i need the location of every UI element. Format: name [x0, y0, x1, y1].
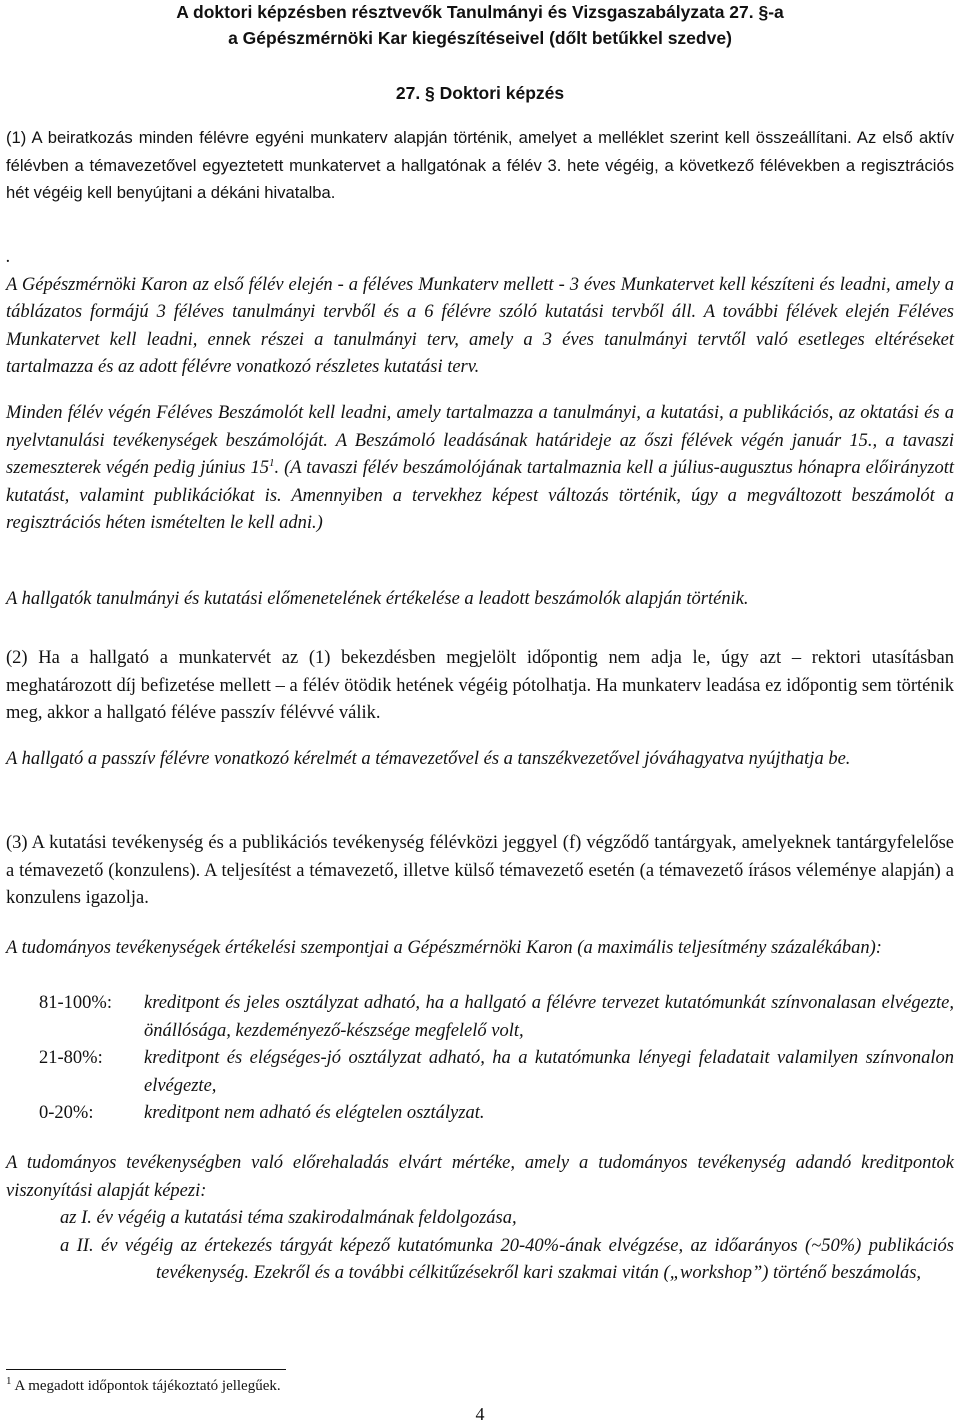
grade-text: kreditpont és elégséges-jó osztályzat adható, ha a kutatómunka lényegi feladatait valamilyen színvonalon elvégezte,: [144, 1048, 954, 1096]
grade-list: [6, 990, 954, 1128]
paragraph-3-text-a: Minden félév végén Féléves Beszámolót kell leadni, amely tartalmazza a tanulmányi, a kutatási, a publikációs, az oktatási és a nyelvtanulási tevékenységek beszámolóját. A Beszámoló leadásának határideje az őszi félévek végén január 15., a tavaszi szemeszterek végén pedig június 15: [6, 403, 954, 478]
document-page: [6, 0, 954, 1427]
paragraph-9: A tudományos tevékenységben való előrehaladás elvárt mértéke, amely a tudományos tevékenység adandó kreditpontok viszonyítási alapját képezi:: [6, 1153, 954, 1201]
paragraph-6: A hallgató a passzív félévre vonatkozó kérelmét a témavezetővel és a tanszékvezetővel jóváhagyatva nyújthatja be.: [6, 749, 851, 769]
paragraph-2-lead: .: [6, 247, 11, 267]
document-title-line2: a Gépészmérnöki Kar kiegészítéseivel (dőlt betűkkel szedve): [228, 28, 732, 48]
section-title: 27. § Doktori képzés: [395, 83, 565, 103]
footnote-mark: 1: [6, 1375, 12, 1387]
paragraph-3: [6, 400, 954, 538]
grade-item: [6, 990, 954, 1045]
paragraph-4: A hallgatók tanulmányi és kutatási előmenetelének értékelése a leadott beszámolók alapján történik.: [6, 589, 749, 609]
goal-list: [6, 1205, 954, 1288]
grade-text: kreditpont nem adható és elégtelen osztályzat.: [144, 1103, 485, 1123]
footnote-ref: 1: [268, 456, 275, 469]
grade-item: [6, 1100, 954, 1128]
grade-range: 0-20%:: [39, 1103, 94, 1123]
footnote: [6, 1375, 281, 1397]
paragraph-5: (2) Ha a hallgató a munkatervét az (1) bekezdésben megjelölt időpontig nem adja le, úgy azt ‒ rektori utasításban meghatározott díj befizetése mellett ‒ a félév ötödik hetének végéig pótolhatja. Ha munkaterv leadása ez időpontig sem történik meg, akkor a hallgató féléve passzív félévvé válik.: [6, 648, 954, 723]
goal-item-1: az I. év végéig a kutatási téma szakirodalmának feldolgozása,: [60, 1208, 517, 1228]
paragraph-8: A tudományos tevékenységek értékelési szempontjai a Gépészmérnöki Karon (a maximális teljesítmény százalékában):: [6, 938, 882, 958]
paragraph-1: (1) A beiratkozás minden félévre egyéni munkaterv alapján történik, amelyet a melléklet szerint kell összeállítani. Az első aktív félévben a témavezetővel egyeztetett munkatervet a hallgatónak a félév 3. hete végéig, a következő félévekben a regisztrációs hét végéig kell benyújtani a dékáni hivatalba.: [6, 128, 954, 202]
grade-item: [6, 1045, 954, 1100]
footnote-divider: [6, 1369, 286, 1370]
paragraph-3-text-b: . (A tavaszi félév beszámolójának tartalmaznia kell a július-augusztus hónapra előirányzott kutatást, valamint publikációkat is. Amennyiben a tervekhez képest változás történik, úgy a megváltozott beszámolót a regisztrációs héten ismételten le kell adni.): [6, 458, 954, 533]
grade-range: 21-80%:: [39, 1048, 103, 1068]
document-title-line1: A doktori képzésben résztvevők Tanulmányi és Vizsgaszabályzata 27. §-a: [176, 2, 784, 22]
goal-item-2: a II. év végéig az értekezés tárgyát képező kutatómunka 20-40%-ának elvégzése, az időarányos (~50%) publikációs tevékenység. Ezekről és a további célkitűzésekről kari szakmai vitán („workshop”) történő beszámolás,: [60, 1235, 954, 1283]
grade-range: 81-100%:: [39, 993, 112, 1013]
paragraph-2-text: A Gépészmérnöki Karon az első félév elején - a féléves Munkaterv mellett - 3 éves Munkatervet kell készíteni és leadni, amely a táblázatos formájú 3 féléves tanulmányi tervből és a 6 félévre szóló kutatási tervből áll. A további félévek elején Féléves Munkatervet kell leadni, ennek részei a tanulmányi terv, amely a 3 éves tanulmányi tervtől való esetleges eltéréseket tartalmazza és az adott félévre vonatkozó részletes kutatási terv.: [6, 274, 954, 377]
page-number: 4: [475, 1404, 485, 1424]
footnote-text: A megadott időpontok tájékoztató jellegűek.: [14, 1378, 281, 1394]
grade-text: kreditpont és jeles osztályzat adható, ha a hallgató a félévre tervezet kutatómunkát színvonalasan elvégezte, önállósága, kezdeményező-készsége megfelelő volt,: [144, 993, 954, 1041]
paragraph-7: (3) A kutatási tevékenység és a publikációs tevékenység félévközi jeggyel (f) végződő tantárgyak, amelyeknek tantárgyfelelőse a témavezető (konzulens). A teljesítést a témavezető, illetve külső témavezető esetén (a témavezető írásos véleménye alapján) a konzulens igazolja.: [6, 833, 954, 908]
paragraph-2: [6, 244, 954, 382]
